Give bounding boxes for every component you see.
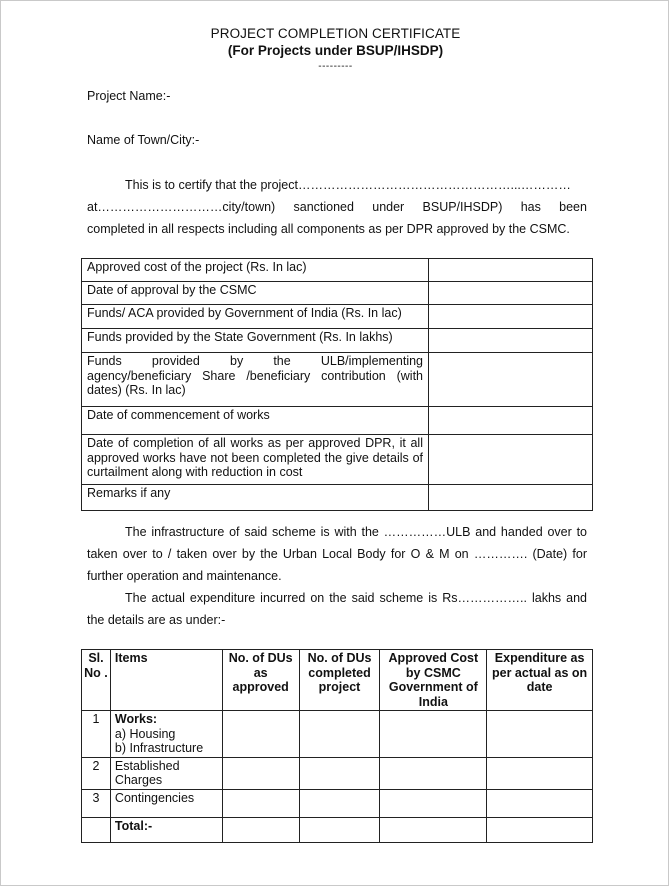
table-row [82, 435, 593, 485]
info-value [429, 259, 593, 282]
para2-line-5: the details are as under:- [87, 613, 226, 627]
empty-cell [380, 711, 487, 758]
table-row [82, 789, 593, 817]
certify-word: under [372, 200, 405, 214]
item-cell: Established Charges [110, 757, 222, 789]
empty-cell [222, 817, 299, 842]
col-header-dus-approved: No. of DUs as approved [222, 650, 299, 711]
info-label: Remarks if any [82, 485, 429, 511]
certificate-title: PROJECT COMPLETION CERTIFICATE [210, 26, 461, 41]
info-value [429, 353, 593, 407]
info-value [429, 485, 593, 511]
para2-line-4: The actual expenditure incurred on the said scheme is Rs…………….. lakhs and [125, 591, 587, 605]
info-label: Date of commencement of works [82, 407, 429, 435]
para2-line-3: further operation and maintenance. [87, 569, 282, 583]
info-label: Approved cost of the project (Rs. In lac) [82, 259, 429, 282]
table-header-row [82, 650, 593, 711]
empty-cell [82, 817, 111, 842]
town-city-field: Name of Town/City:- [87, 133, 200, 147]
empty-cell [487, 757, 593, 789]
certify-word: at…………………………city/town) [87, 200, 276, 214]
info-label: Date of completion of all works as per approved DPR, it all approved works have not been completed the give details of curtailment along with reduction in cost [82, 435, 429, 485]
certify-word: sanctioned [293, 200, 354, 214]
empty-cell [487, 789, 593, 817]
para2-line-2: taken over to / taken over by the Urban Local Body for O & M on …………. (Date) for [87, 547, 587, 561]
table-row [82, 757, 593, 789]
col-header-sl: Sl. No . [82, 650, 111, 711]
table-row [82, 329, 593, 353]
project-info-table [81, 258, 593, 511]
expenditure-table [81, 649, 593, 843]
table-row [82, 259, 593, 282]
table-row [82, 282, 593, 305]
empty-cell [299, 789, 380, 817]
info-label: Funds provided by the State Government (Rs. In lakhs) [82, 329, 429, 353]
table-row [82, 817, 593, 842]
table-row [82, 485, 593, 511]
certify-line-1: This is to certify that the project……………………………………………...………… [125, 178, 571, 192]
info-label: Date of approval by the CSMC [82, 282, 429, 305]
sl-cell: 3 [82, 789, 111, 817]
col-header-items: Items [110, 650, 222, 711]
empty-cell [487, 817, 593, 842]
works-housing: a) Housing [114, 726, 176, 741]
col-header-approved-cost: Approved Cost by CSMC Government of India [380, 650, 487, 711]
works-infrastructure: b) Infrastructure [114, 741, 204, 755]
certify-line-2 [87, 200, 587, 214]
empty-cell [299, 817, 380, 842]
table-row [82, 407, 593, 435]
para2-line-1: The infrastructure of said scheme is with the ……………ULB and handed over to [125, 525, 587, 539]
item-cell: Contingencies [110, 789, 222, 817]
empty-cell [222, 711, 299, 758]
info-value [429, 435, 593, 485]
table-row [82, 305, 593, 329]
info-value [429, 329, 593, 353]
certify-word: BSUP/IHSDP) [422, 200, 503, 214]
sl-cell: 1 [82, 711, 111, 758]
certificate-subtitle: (For Projects under BSUP/IHSDP) [227, 43, 444, 58]
empty-cell [222, 757, 299, 789]
empty-cell [222, 789, 299, 817]
table-row [82, 353, 593, 407]
empty-cell [380, 757, 487, 789]
works-heading: Works: [114, 712, 158, 726]
table-row [82, 711, 593, 758]
info-label: Funds/ ACA provided by Government of India (Rs. In lac) [82, 305, 429, 329]
certify-word: been [559, 200, 587, 214]
certify-line-3: completed in all respects including all components as per DPR approved by the CSMC. [87, 222, 570, 236]
sl-cell: 2 [82, 757, 111, 789]
empty-cell [487, 711, 593, 758]
col-header-expenditure: Expenditure as per actual as on date [487, 650, 593, 711]
col-header-dus-completed: No. of DUs completed project [299, 650, 380, 711]
title-rule: --------- [318, 61, 353, 72]
empty-cell [299, 757, 380, 789]
item-cell [110, 711, 222, 758]
info-value [429, 282, 593, 305]
empty-cell [380, 789, 487, 817]
total-cell: Total:- [110, 817, 222, 842]
empty-cell [380, 817, 487, 842]
certify-word: has [520, 200, 541, 214]
info-value [429, 407, 593, 435]
empty-cell [299, 711, 380, 758]
info-value [429, 305, 593, 329]
info-label: Funds provided by the ULB/implementing agency/beneficiary Share /beneficiary contribution (with dates) (Rs. In lac) [82, 353, 429, 407]
project-name-field: Project Name:- [87, 89, 171, 103]
